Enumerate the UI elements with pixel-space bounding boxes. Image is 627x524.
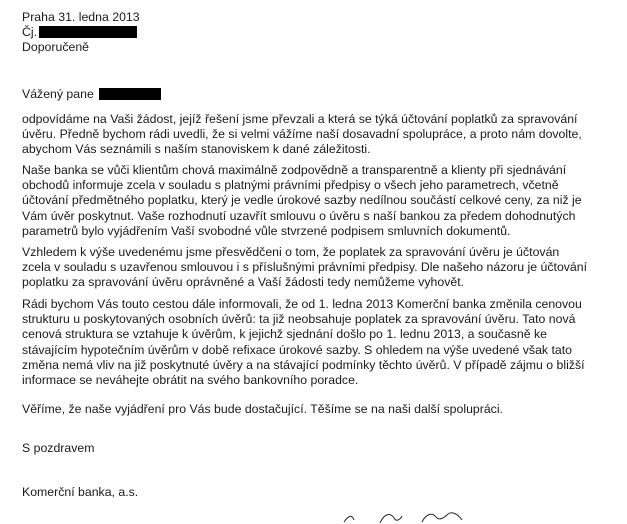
- paragraph-line: Rádi bychom Vás touto cestou dále informovali, že od 1. ledna 2013 Komerční banka změnila cenovou: [22, 297, 582, 311]
- paragraph-2: [22, 163, 602, 239]
- redacted-reference-number: [39, 26, 137, 38]
- paragraph-line: obchodů informuje zcela v souladu s platnými právními předpisy o všech jeho parametrech, včetně: [22, 178, 559, 193]
- sender-name: Komerční banka, a.s.: [22, 485, 139, 499]
- paragraph-line: abychom Vás seznámili s naším stanoviskem k dané záležitosti.: [22, 142, 371, 157]
- redacted-recipient-name: [99, 88, 161, 100]
- paragraph-4: [22, 297, 602, 388]
- salutation: Vážený pane: [22, 87, 94, 101]
- reference-label: Čj.: [22, 25, 38, 39]
- paragraph-5: [22, 402, 602, 417]
- paragraph-line: změna nemá vliv na již poskytnuté úvěry a na stávající podmínky těchto úvěrů. V případě zájmu o bližší: [22, 357, 585, 372]
- paragraph-line: stávajícím hypotečním úvěrům v době refixace úrokové sazby. S ohledem na výše uvedené však tato: [22, 342, 572, 357]
- paragraph-line: odpovídáme na Vaši žádost, jejíž řešení jsme převzali a která se týká účtování poplatků za spravování: [22, 112, 578, 126]
- paragraph-1: [22, 112, 602, 158]
- paragraph-line: Naše banka se vůči klientům chová maximálně zodpovědně a transparentně a klienty při sjednávání: [22, 163, 567, 177]
- closing-greeting: S pozdravem: [22, 441, 95, 455]
- salutation-line: [22, 87, 161, 102]
- paragraph-line: cenová struktura se vztahuje k úvěrům, k jejichž sjednání došlo po 1. lednu 2013, a současně ke: [22, 327, 547, 342]
- signature-image: [340, 508, 480, 524]
- paragraph-line: Vzhledem k výše uvedenému jsme přesvědčeni o tom, že poplatek za spravování úvěru je účtován: [22, 245, 560, 259]
- paragraph-line: informace se neváhejte obrátit na svého bankovního poradce.: [22, 373, 359, 388]
- paragraph-line: Vám úvěr poskytnut. Vaše rozhodnutí uzavřít smlouvu o úvěru s naší bankou za předem dohodnutých: [22, 208, 576, 223]
- delivery-method: Doporučeně: [22, 40, 89, 54]
- paragraph-line: poplatku za spravování úvěru oprávněné a Vaší žádosti tedy nemůžeme vyhovět.: [22, 275, 465, 290]
- paragraph-line: zcela v souladu s uzavřenou smlouvou i s příslušnými právními předpisy. Dle našeho názoru je účtování: [22, 260, 588, 275]
- paragraph-3: [22, 245, 602, 291]
- letter-date: Praha 31. ledna 2013: [22, 10, 140, 24]
- paragraph-line: parametrů bylo vyjádřením Vaší svobodné vůle stvrzené podpisem smluvních dokumentů.: [22, 223, 511, 238]
- paragraph-line: strukturu u poskytovaných osobních úvěrů: ta již neobsahuje poplatek za spravování úvěru. Tato nová: [22, 312, 576, 327]
- paragraph-line: účtování předmětného poplatku, který je vedle úrokové sazby nedílnou součástí celkové ceny, za niž je: [22, 193, 582, 208]
- reference-line: [22, 25, 137, 40]
- paragraph-line: úvěru. Předně bychom rádi uvedli, že si velmi vážíme naší dosavadní spolupráce, a proto nám dovolte,: [22, 127, 582, 142]
- paragraph-line: Věříme, že naše vyjádření pro Vás bude dostačující. Těšíme se na naši další spolupráci.: [22, 402, 503, 416]
